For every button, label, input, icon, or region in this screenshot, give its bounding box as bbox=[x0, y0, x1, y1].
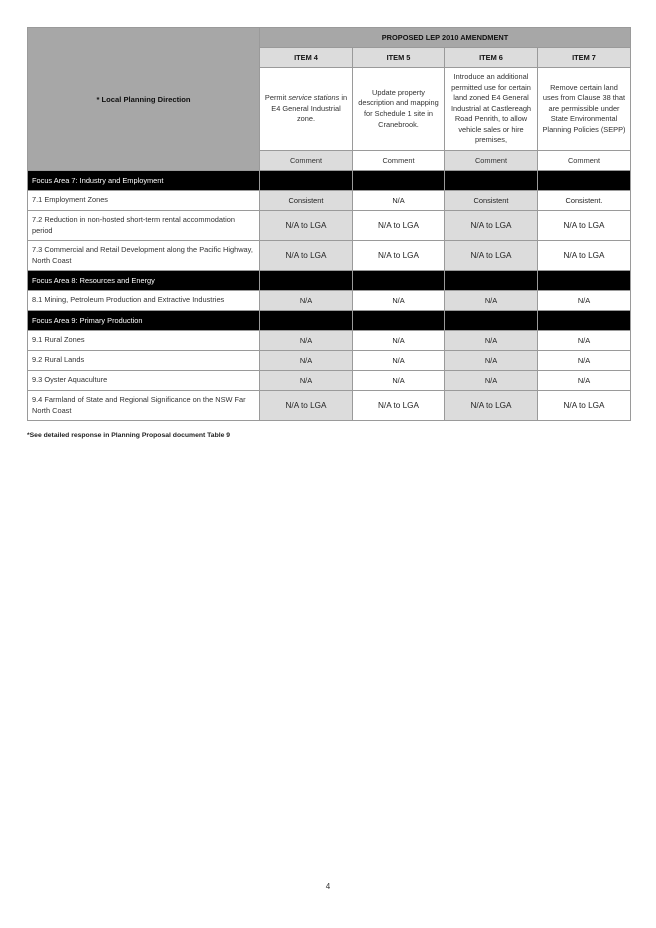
item6-value: Consistent bbox=[445, 191, 538, 211]
item5-value: N/A to LGA bbox=[353, 241, 445, 271]
item6-value: N/A bbox=[445, 351, 538, 371]
item7-value: N/A bbox=[538, 351, 631, 371]
item5-value: N/A bbox=[353, 191, 445, 211]
item6-value: N/A to LGA bbox=[445, 241, 538, 271]
direction-label: 9.4 Farmland of State and Regional Significance on the NSW Far North Coast bbox=[28, 391, 260, 421]
table-row bbox=[28, 371, 631, 391]
item5-value: N/A to LGA bbox=[353, 391, 445, 421]
item4-value: N/A bbox=[260, 331, 353, 351]
item4-value: N/A to LGA bbox=[260, 241, 353, 271]
item-header-7: ITEM 7 bbox=[538, 48, 631, 68]
item5-value: N/A to LGA bbox=[353, 211, 445, 241]
item5-value: N/A bbox=[353, 291, 445, 311]
table-row bbox=[28, 241, 631, 271]
item-description-4 bbox=[260, 68, 353, 151]
focus-area-title: Focus Area 7: Industry and Employment bbox=[28, 171, 260, 191]
table-row bbox=[28, 291, 631, 311]
direction-label: 9.2 Rural Lands bbox=[28, 351, 260, 371]
item6-value: N/A bbox=[445, 331, 538, 351]
table-row bbox=[28, 211, 631, 241]
focus-area-row bbox=[28, 271, 631, 291]
direction-label: 7.1 Employment Zones bbox=[28, 191, 260, 211]
item-description-6: Introduce an additional permitted use for certain land zoned E4 General Industrial at Castlereagh Road Penrith, to allow vehicle sales or hire premises, bbox=[445, 68, 538, 151]
footnote: *See detailed response in Planning Proposal document Table 9 bbox=[27, 432, 231, 439]
direction-label: 9.3 Oyster Aquaculture bbox=[28, 371, 260, 391]
item-comment-5: Comment bbox=[353, 151, 445, 171]
item6-value: N/A bbox=[445, 371, 538, 391]
item7-value: N/A bbox=[538, 291, 631, 311]
item7-value: N/A bbox=[538, 371, 631, 391]
item7-value: N/A to LGA bbox=[538, 391, 631, 421]
proposed-amendment-header: PROPOSED LEP 2010 AMENDMENT bbox=[260, 28, 631, 48]
item4-value: Consistent bbox=[260, 191, 353, 211]
item-comment-6: Comment bbox=[445, 151, 538, 171]
item-description-emphasis: service stations bbox=[288, 93, 340, 103]
direction-label: 7.3 Commercial and Retail Development along the Pacific Highway, North Coast bbox=[28, 241, 260, 271]
item-header-6: ITEM 6 bbox=[445, 48, 538, 68]
focus-area-title: Focus Area 8: Resources and Energy bbox=[28, 271, 260, 291]
direction-label: 9.1 Rural Zones bbox=[28, 331, 260, 351]
table-row bbox=[28, 191, 631, 211]
item4-value: N/A bbox=[260, 371, 353, 391]
item7-value: N/A to LGA bbox=[538, 211, 631, 241]
table-row bbox=[28, 391, 631, 421]
item-header-4: ITEM 4 bbox=[260, 48, 353, 68]
item-description-text: in E4 General Industrial zone. bbox=[271, 93, 348, 124]
table-row bbox=[28, 351, 631, 371]
item7-value: N/A to LGA bbox=[538, 241, 631, 271]
page-number: 4 bbox=[325, 882, 331, 891]
item7-value: Consistent. bbox=[538, 191, 631, 211]
item7-value: N/A bbox=[538, 331, 631, 351]
item-description-5: Update property description and mapping for Schedule 1 site in Cranebrook. bbox=[353, 68, 445, 151]
item4-value: N/A to LGA bbox=[260, 391, 353, 421]
item-comment-7: Comment bbox=[538, 151, 631, 171]
direction-label: 8.1 Mining, Petroleum Production and Extractive Industries bbox=[28, 291, 260, 311]
item-header-5: ITEM 5 bbox=[353, 48, 445, 68]
focus-area-row bbox=[28, 171, 631, 191]
item5-value: N/A bbox=[353, 371, 445, 391]
item6-value: N/A to LGA bbox=[445, 211, 538, 241]
lep-amendment-table bbox=[27, 27, 631, 421]
table-row bbox=[28, 331, 631, 351]
item5-value: N/A bbox=[353, 331, 445, 351]
item4-value: N/A bbox=[260, 351, 353, 371]
item-description-7: Remove certain land uses from Clause 38 that are permissible under State Environmental Planning Policies (SEPP) bbox=[538, 68, 631, 151]
focus-area-row bbox=[28, 311, 631, 331]
focus-area-title: Focus Area 9: Primary Production bbox=[28, 311, 260, 331]
local-planning-direction-header: * Local Planning Direction bbox=[28, 28, 260, 171]
item6-value: N/A to LGA bbox=[445, 391, 538, 421]
item6-value: N/A bbox=[445, 291, 538, 311]
item5-value: N/A bbox=[353, 351, 445, 371]
item4-value: N/A bbox=[260, 291, 353, 311]
item-comment-4: Comment bbox=[260, 151, 353, 171]
direction-label: 7.2 Reduction in non-hosted short-term rental accommodation period bbox=[28, 211, 260, 241]
item-description-text: Permit bbox=[264, 93, 289, 103]
item4-value: N/A to LGA bbox=[260, 211, 353, 241]
